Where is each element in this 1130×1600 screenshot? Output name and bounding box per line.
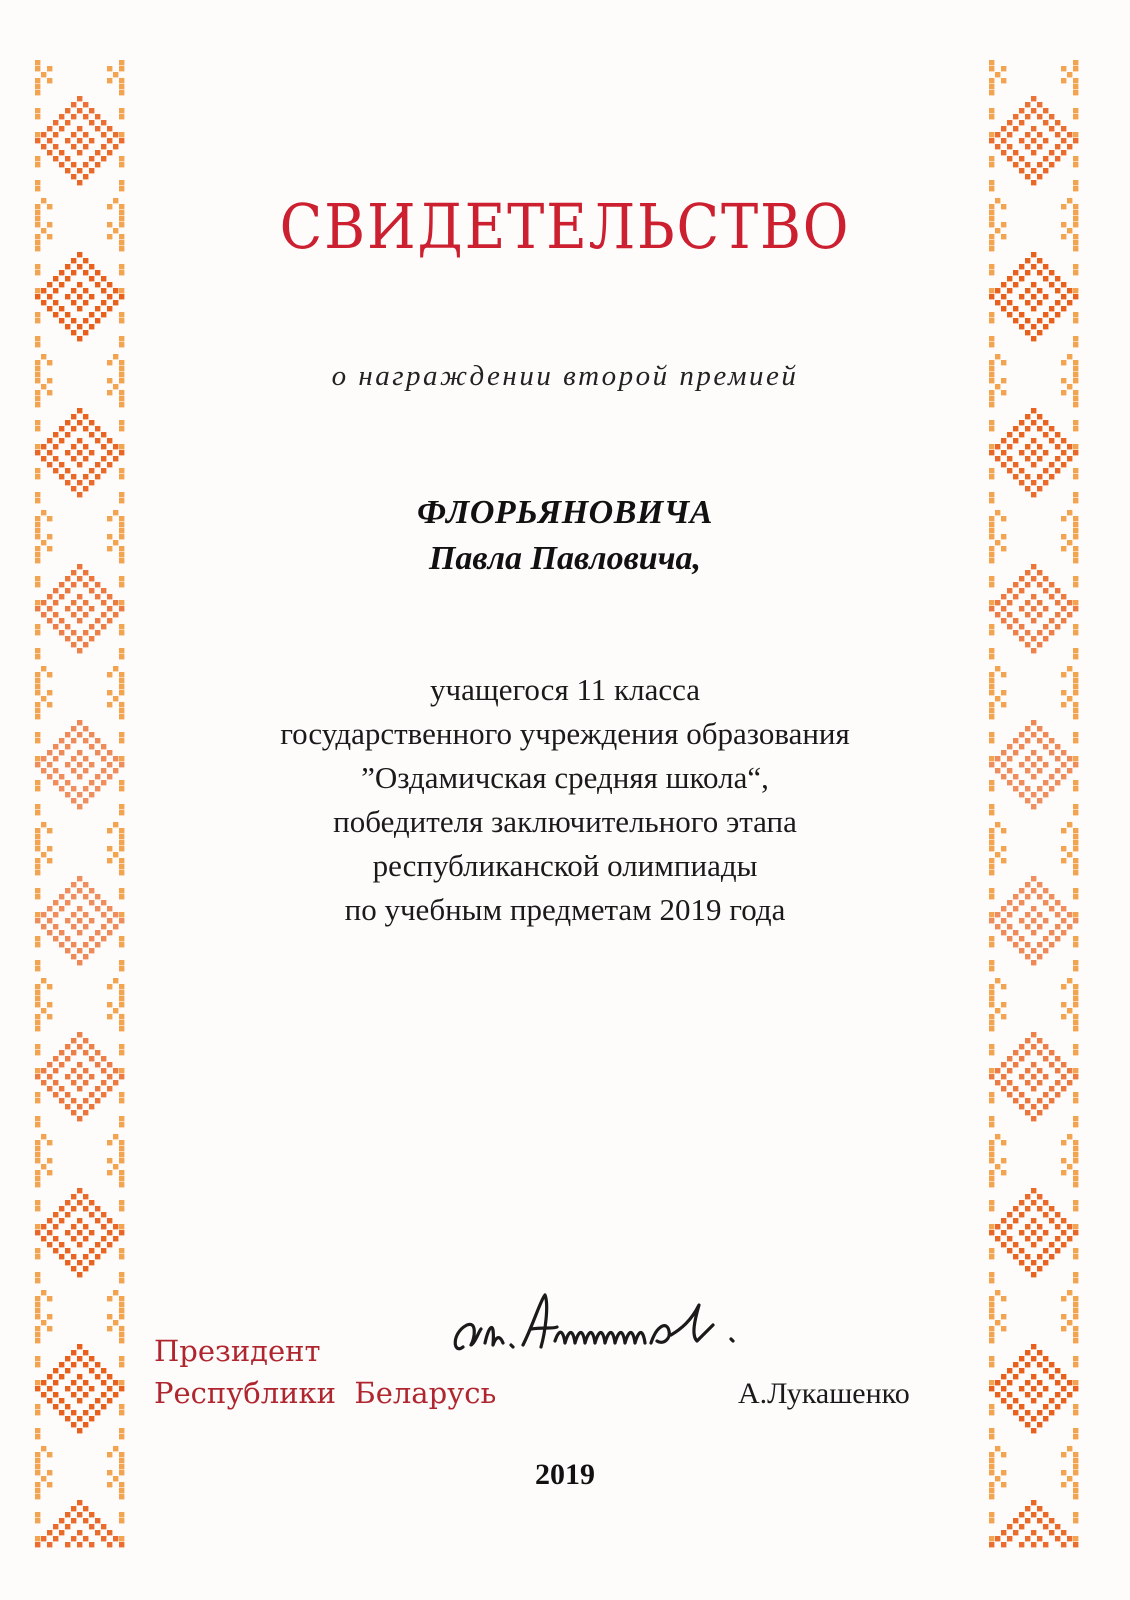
body-line: республиканской олимпиады [372,848,758,883]
body-line: учащегося 11 класса [429,672,700,707]
document-subtitle: о награждении второй премией [331,360,799,392]
body-line: государственного учреждения образования [280,716,850,751]
award-description [0,668,1130,932]
signatory-name: А.Лукашенко [738,1377,910,1410]
body-line: победителя заключительного этапа [333,804,797,839]
body-line: ”Оздамичская средняя школа“, [361,760,769,795]
signatory-position-line: Республики Беларусь [154,1376,497,1410]
recipient-surname: ФЛОРЬЯНОВИЧА [417,494,713,531]
handwritten-signature [445,1285,755,1375]
recipient-given-names: Павла Павловича, [428,540,702,577]
body-line: по учебным предметам 2019 года [344,892,786,927]
document-year: 2019 [535,1458,595,1491]
signatory-position-line: Президент [154,1334,321,1368]
document-title: СВИДЕТЕЛЬСТВО [279,190,851,263]
